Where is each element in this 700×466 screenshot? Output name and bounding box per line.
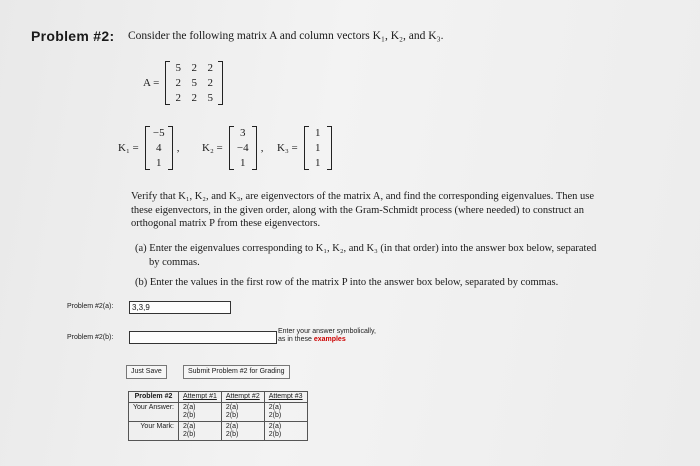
vector-entry: −4	[236, 142, 249, 154]
matrix-a-bracket	[165, 62, 223, 104]
attempts-table	[128, 391, 308, 441]
examples-link[interactable]: examples	[313, 336, 346, 343]
cell-line: 2(a)	[225, 423, 239, 430]
cell-line: 2(b)	[225, 412, 239, 419]
cell-line: 2(b)	[225, 431, 239, 438]
answer-b-hint	[278, 328, 376, 344]
cell-line: 2(b)	[183, 431, 196, 438]
table-row	[129, 422, 308, 441]
part-b-line: (b) Enter the values in the first row of the matrix P into the answer box below, separated by commas.	[135, 277, 559, 288]
cell-line: 2(a)	[225, 404, 239, 411]
table-cell	[179, 422, 222, 441]
problem-heading: Problem #2:	[31, 28, 115, 44]
part-b-text	[135, 276, 665, 290]
cell-line: 2(a)	[183, 404, 196, 411]
matrix-entry: 2	[191, 62, 198, 74]
table-header: Attempt #2	[221, 392, 264, 403]
vector-k1-label: K₁ =	[118, 142, 139, 154]
table-cell	[264, 403, 307, 422]
hint-line: Enter your answer symbolically,	[278, 328, 376, 335]
vector-separator: ,	[260, 142, 264, 154]
vector-k3-bracket	[304, 127, 332, 169]
problem-intro: Consider the following matrix A and column vectors K₁, K₂, and K₃.	[128, 30, 444, 42]
hint-line-prefix: as in these	[278, 336, 314, 343]
vector-k3-label: K₃ =	[277, 142, 298, 154]
matrix-entry: 2	[207, 62, 214, 74]
table-row	[129, 403, 308, 422]
table-header: Problem #2	[129, 392, 179, 403]
cell-line: 2(b)	[268, 431, 282, 438]
matrix-entry: 5	[191, 77, 198, 89]
table-cell	[221, 403, 264, 422]
vector-entry: 1	[239, 157, 246, 169]
instructions-line: orthogonal matrix P from these eigenvectors.	[131, 218, 321, 229]
table-cell	[179, 403, 222, 422]
table-row-label: Your Answer:	[129, 403, 179, 422]
table-row-label: Your Mark:	[129, 422, 179, 441]
table-header: Attempt #1	[179, 392, 222, 403]
matrix-a-entries	[170, 62, 218, 104]
part-a-line: by commas.	[149, 256, 200, 268]
submit-problem-button[interactable]: Submit Problem #2 for Grading	[183, 365, 290, 379]
instructions	[131, 190, 661, 231]
vector-k2	[202, 127, 263, 169]
vector-entry: 1	[314, 127, 321, 139]
instructions-line: Verify that K₁, K₂, and K₃, are eigenvectors of the matrix A, and find the corresponding eigenvalues. Then use	[131, 191, 595, 202]
vector-entry: 4	[155, 142, 162, 154]
cell-line: 2(a)	[183, 423, 196, 430]
part-a-text	[135, 242, 665, 269]
vector-k2-label: K₂ =	[202, 142, 223, 154]
answer-b-label: Problem #2(b):	[67, 334, 114, 341]
table-cell	[264, 422, 307, 441]
instructions-line: these eigenvectors, in the given order, along with the Gram-Schmidt process (where needed) to construct an	[131, 204, 584, 216]
table-header-row	[129, 392, 308, 403]
vector-k1	[118, 127, 179, 169]
matrix-a-label: A =	[143, 77, 160, 89]
matrix-entry: 2	[175, 77, 182, 89]
matrix-a	[143, 62, 223, 104]
vector-k3	[277, 127, 332, 169]
vector-entry: 1	[314, 157, 321, 169]
vector-entry: −5	[152, 127, 165, 139]
part-a-line: (a) Enter the eigenvalues corresponding to K₁, K₂, and K₃ (in that order) into the answer box below, separated	[135, 243, 597, 254]
vector-entry: 1	[314, 142, 321, 154]
table-header: Attempt #3	[264, 392, 307, 403]
answer-b-input[interactable]	[129, 331, 277, 344]
table-cell	[221, 422, 264, 441]
matrix-entry: 2	[191, 92, 198, 104]
answer-a-input[interactable]: 3,3,9	[129, 301, 231, 314]
just-save-button[interactable]: Just Save	[126, 365, 167, 379]
vector-separator: ,	[176, 142, 180, 154]
vector-entry: 3	[239, 127, 246, 139]
cell-line: 2(b)	[183, 412, 196, 419]
matrix-entry: 5	[175, 62, 182, 74]
vector-entry: 1	[155, 157, 162, 169]
cell-line: 2(a)	[268, 423, 282, 430]
matrix-entry: 2	[175, 92, 182, 104]
cell-line: 2(a)	[268, 404, 282, 411]
matrix-entry: 2	[207, 77, 214, 89]
vector-k1-bracket	[145, 127, 173, 169]
answer-a-label: Problem #2(a):	[67, 303, 114, 310]
vector-k2-bracket	[229, 127, 257, 169]
matrix-entry: 5	[207, 92, 214, 104]
cell-line: 2(b)	[268, 412, 282, 419]
